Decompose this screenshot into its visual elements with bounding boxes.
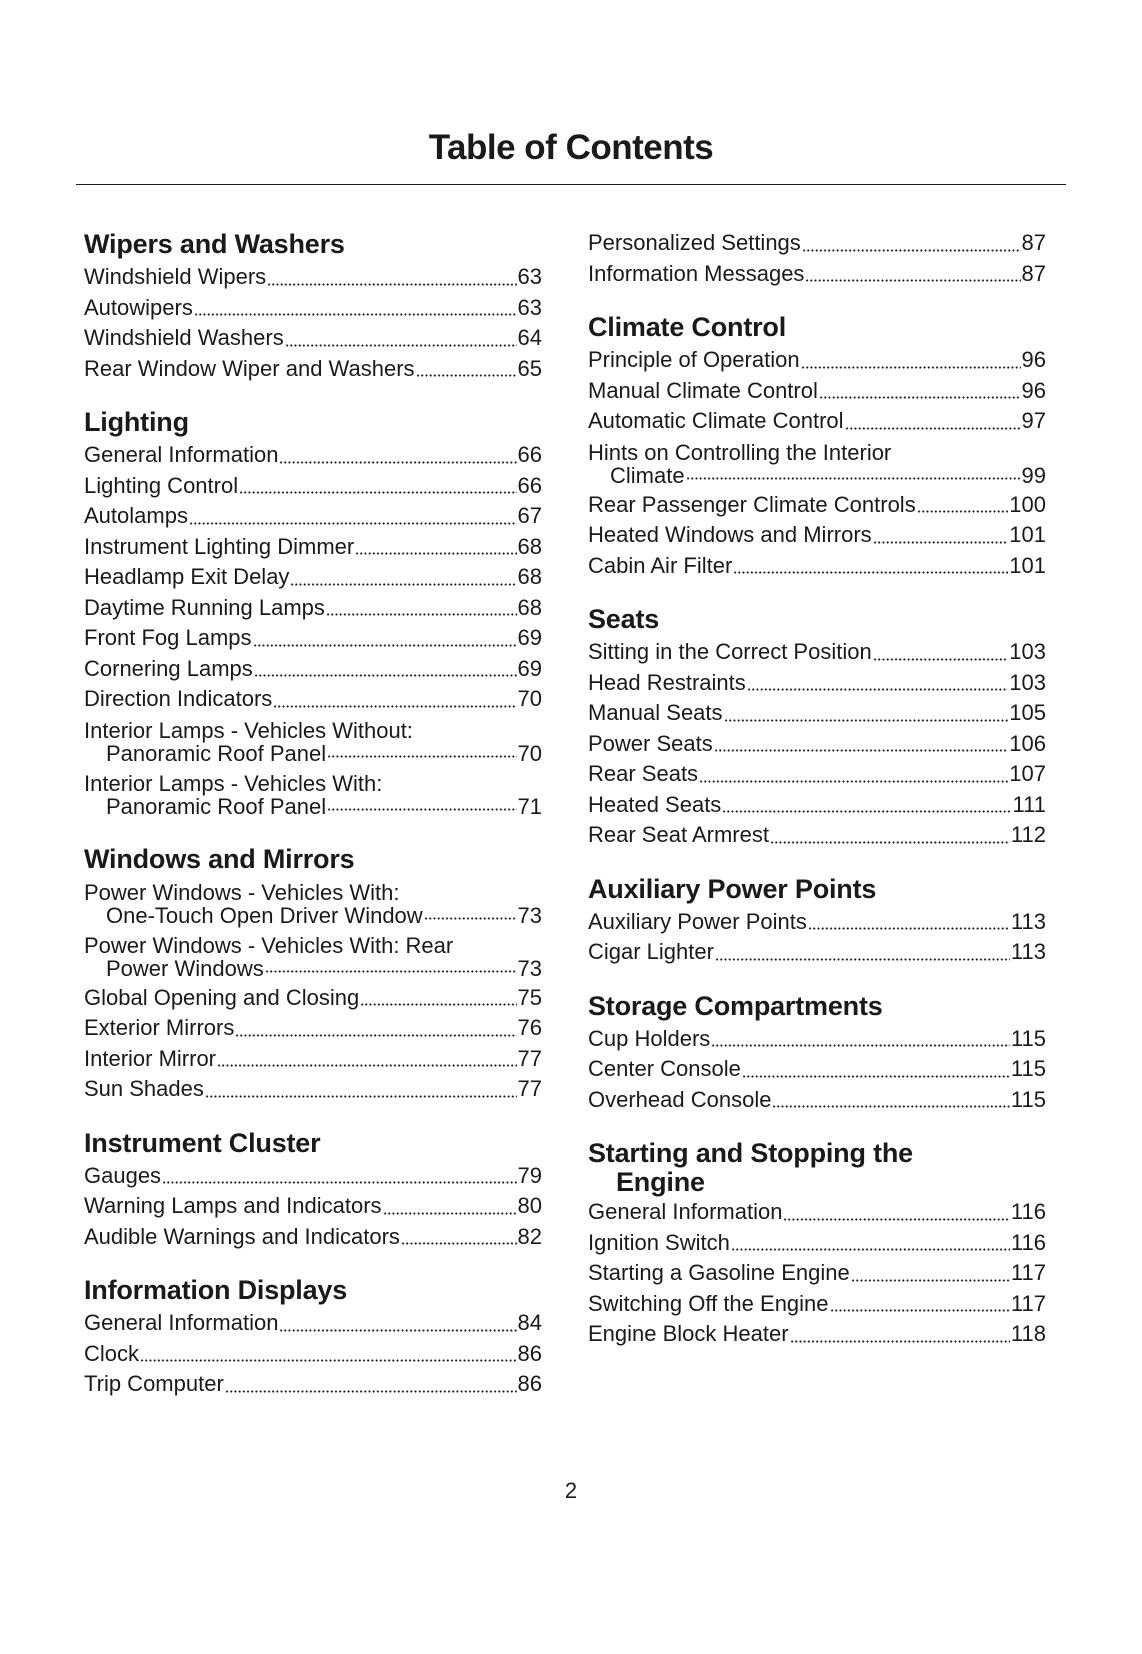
toc-entry-title: Sitting in the Correct Position <box>588 639 872 664</box>
section-heading: Instrument Cluster <box>84 1127 321 1158</box>
toc-entry-title: Cigar Lighter <box>588 939 714 964</box>
toc-entry-page: 97 <box>1021 408 1046 433</box>
section-heading: Auxiliary Power Points <box>588 873 877 904</box>
dot-leader <box>699 780 1008 783</box>
toc-section-lighting <box>84 406 542 821</box>
toc-entry-page: 66 <box>517 442 542 467</box>
section-heading: Information Displays <box>84 1275 348 1305</box>
dot-leader <box>783 1218 1009 1221</box>
toc-entry-title-line2: Climate <box>610 462 685 488</box>
toc-entry-title: Windshield Wipers <box>84 264 267 289</box>
toc-entry-title: Autolamps <box>84 503 188 528</box>
dot-leader <box>851 1279 1010 1282</box>
dot-leader <box>235 1034 516 1037</box>
toc-section-seats <box>588 603 1046 851</box>
toc-entry[interactable] <box>84 1044 542 1075</box>
toc-entry-title: Overhead Console <box>588 1086 772 1112</box>
toc-entry[interactable] <box>84 715 542 768</box>
dot-leader <box>801 366 1021 369</box>
toc-entry-title: Autowipers <box>84 294 193 320</box>
dot-leader <box>267 283 516 286</box>
toc-entry[interactable] <box>588 345 1046 376</box>
toc-entry-title-line2: One-Touch Open Driver Window <box>106 902 423 928</box>
toc-entry-page: 113 <box>1010 939 1046 964</box>
toc-entry-title: Auxiliary Power Points <box>588 908 807 934</box>
toc-entry-page: 71 <box>517 793 542 819</box>
toc-entry-title: Instrument Lighting Dimmer <box>84 533 355 559</box>
toc-entry-page: 69 <box>517 655 542 681</box>
section-heading: Storage Compartments <box>588 990 883 1021</box>
toc-entry-title: Ignition Switch <box>588 1229 730 1255</box>
dot-leader <box>162 1181 516 1184</box>
toc-entry-page: 73 <box>517 902 542 928</box>
toc-entry-title: Audible Warnings and Indicators <box>84 1223 400 1249</box>
toc-entry-page: 67 <box>517 503 542 528</box>
toc-entry-page: 96 <box>1021 347 1046 372</box>
dot-leader <box>225 1390 517 1393</box>
dot-leader <box>686 477 1021 480</box>
toc-entry-title: Rear Passenger Climate Controls <box>588 491 916 517</box>
toc-entry[interactable] <box>84 930 542 983</box>
toc-entry-page: 87 <box>1021 230 1046 255</box>
toc-entry-page: 77 <box>517 1045 542 1071</box>
toc-section-windows-and-mirrors <box>84 843 542 1105</box>
toc-entry[interactable] <box>588 820 1046 851</box>
toc-entry-page: 112 <box>1010 822 1046 847</box>
dot-leader <box>714 749 1009 752</box>
dot-leader <box>770 841 1010 844</box>
page-number: 2 <box>564 1478 578 1503</box>
toc-entry-title: Personalized Settings <box>588 230 801 255</box>
toc-entry-page: 66 <box>517 472 542 498</box>
toc-entry-title: Interior Mirror <box>84 1045 217 1071</box>
toc-entry-title-line1: Power Windows - Vehicles With: Rear <box>84 932 454 958</box>
toc-entry-page: 87 <box>1021 260 1046 286</box>
toc-entry-page: 100 <box>1009 491 1046 517</box>
toc-section-starting-and-stopping <box>588 1137 1046 1350</box>
toc-entry-page: 68 <box>517 533 542 559</box>
dot-leader <box>279 1329 516 1332</box>
toc-entry-page: 79 <box>517 1162 542 1188</box>
toc-entry-title: Cabin Air Filter <box>588 552 733 578</box>
dot-leader <box>733 571 1008 574</box>
dot-leader <box>724 719 1009 722</box>
toc-entry[interactable] <box>84 1074 542 1105</box>
dot-leader <box>805 279 1020 282</box>
toc-entry[interactable] <box>588 259 1046 290</box>
toc-entry-title: Warning Lamps and Indicators <box>84 1193 382 1218</box>
toc-entry-title-line1: Interior Lamps - Vehicles With: <box>84 770 383 796</box>
toc-entry-title: General Information <box>588 1199 783 1224</box>
dot-leader <box>711 1044 1010 1047</box>
toc-entry-page: 75 <box>517 984 542 1010</box>
dot-leader <box>808 927 1010 930</box>
dot-leader <box>360 1003 516 1006</box>
toc-entry-title: Switching Off the Engine <box>588 1290 829 1316</box>
toc-entry-title: Power Seats <box>588 730 713 756</box>
toc-entry-title: Heated Seats <box>588 791 722 817</box>
toc-entry-page: 69 <box>517 625 542 650</box>
toc-entry[interactable] <box>84 471 542 502</box>
toc-entry[interactable] <box>84 768 542 821</box>
toc-entry[interactable] <box>588 729 1046 760</box>
toc-entry-page: 115 <box>1010 1025 1046 1051</box>
dot-leader <box>189 522 517 525</box>
toc-entry-page: 99 <box>1021 462 1046 488</box>
toc-entry[interactable] <box>588 228 1046 259</box>
section-heading: Wipers and Washers <box>84 229 345 259</box>
toc-entry-title: Rear Seats <box>588 761 699 786</box>
toc-entry-title: Automatic Climate Control <box>588 408 844 433</box>
toc-entry-page: 101 <box>1009 522 1046 547</box>
toc-entry-page: 106 <box>1009 730 1046 756</box>
toc-entry-page: 63 <box>517 264 542 289</box>
dot-leader <box>327 808 516 811</box>
dot-leader <box>731 1248 1010 1251</box>
toc-entry[interactable] <box>588 698 1046 729</box>
toc-entry[interactable] <box>84 532 542 563</box>
toc-entry-page: 84 <box>517 1310 542 1335</box>
toc-entry[interactable] <box>588 637 1046 668</box>
toc-entry-page: 70 <box>517 740 542 766</box>
toc-entry[interactable] <box>588 937 1046 968</box>
toc-entry-title: Cornering Lamps <box>84 655 253 681</box>
toc-entry[interactable] <box>588 1228 1046 1259</box>
toc-entry[interactable] <box>588 1289 1046 1320</box>
toc-entry-page: 86 <box>517 1371 542 1396</box>
toc-entry-title-line2: Panoramic Roof Panel <box>106 740 327 766</box>
toc-entry-title: Windshield Washers <box>84 325 284 350</box>
toc-entry-title: Center Console <box>588 1056 741 1081</box>
toc-entry-page: 82 <box>517 1223 542 1249</box>
toc-entry-title: Rear Seat Armrest <box>588 822 769 847</box>
toc-right-column <box>588 228 1046 1372</box>
toc-entry[interactable] <box>84 323 542 354</box>
toc-entry[interactable] <box>84 1191 542 1222</box>
toc-section-auxiliary-power-points <box>588 873 1046 968</box>
toc-entry-page: 115 <box>1010 1056 1046 1081</box>
toc-entry[interactable] <box>84 501 542 532</box>
toc-entry[interactable] <box>84 593 542 624</box>
toc-entry-page: 117 <box>1010 1290 1046 1316</box>
toc-entry-title: Starting a Gasoline Engine <box>588 1260 850 1285</box>
title-divider <box>76 184 1066 185</box>
toc-entry[interactable] <box>84 293 542 324</box>
toc-entry-title: Heated Windows and Mirrors <box>588 522 872 547</box>
toc-entry-title: Principle of Operation <box>588 347 800 372</box>
dot-leader <box>326 613 517 616</box>
dot-leader <box>290 583 516 586</box>
dot-leader <box>416 374 517 377</box>
toc-entry[interactable] <box>588 668 1046 699</box>
toc-entry[interactable] <box>84 623 542 654</box>
toc-entry[interactable] <box>84 1013 542 1044</box>
toc-entry-page: 101 <box>1009 552 1046 578</box>
toc-entry-page: 77 <box>517 1076 542 1101</box>
toc-entry[interactable] <box>588 1054 1046 1085</box>
toc-entry-page: 113 <box>1010 908 1046 934</box>
dot-leader <box>830 1309 1010 1312</box>
dot-leader <box>917 510 1009 513</box>
toc-entry[interactable] <box>84 440 542 471</box>
toc-entry-title-line1: Interior Lamps - Vehicles Without: <box>84 717 413 743</box>
toc-entry[interactable] <box>588 437 1046 490</box>
toc-entry-page: 105 <box>1009 700 1046 725</box>
toc-entry-title: Cup Holders <box>588 1025 711 1051</box>
toc-section-wipers-and-washers <box>84 228 542 384</box>
dot-leader <box>239 491 516 494</box>
toc-entry-page: 76 <box>517 1015 542 1040</box>
dot-leader <box>194 313 517 316</box>
toc-entry-page: 111 <box>1012 791 1046 817</box>
dot-leader <box>355 552 516 555</box>
dot-leader <box>285 344 517 347</box>
toc-entry[interactable] <box>588 376 1046 407</box>
dot-leader <box>873 658 1009 661</box>
toc-entry-page: 116 <box>1010 1199 1046 1224</box>
toc-entry[interactable] <box>84 1222 542 1253</box>
toc-entry-title: Front Fog Lamps <box>84 625 252 650</box>
toc-entry[interactable] <box>588 1197 1046 1228</box>
toc-entry[interactable] <box>588 790 1046 821</box>
toc-entry-title-line1: Hints on Controlling the Interior <box>588 439 892 465</box>
toc-entry-title: General Information <box>84 1310 279 1335</box>
page-title: Table of Contents <box>428 128 714 167</box>
toc-entry[interactable] <box>588 907 1046 938</box>
dot-leader <box>424 917 517 920</box>
toc-entry-page: 64 <box>517 325 542 350</box>
dot-leader <box>254 674 517 677</box>
toc-entry-title: Head Restraints <box>588 669 746 695</box>
section-heading <box>588 1137 1046 1195</box>
dot-leader <box>790 1340 1010 1343</box>
dot-leader <box>217 1064 517 1067</box>
dot-leader <box>845 427 1021 430</box>
toc-entry[interactable] <box>84 562 542 593</box>
toc-entry-title-line2: Panoramic Roof Panel <box>106 793 327 819</box>
toc-entry-page: 96 <box>1021 377 1046 403</box>
toc-entry-title: Headlamp Exit Delay <box>84 564 290 589</box>
dot-leader <box>772 1105 1009 1108</box>
dot-leader <box>327 755 516 758</box>
dot-leader <box>742 1075 1010 1078</box>
toc-entry-title: Manual Seats <box>588 700 723 725</box>
toc-entry-page: 68 <box>517 564 542 589</box>
toc-entry-title: Engine Block Heater <box>588 1321 789 1346</box>
section-heading: Lighting <box>84 407 189 437</box>
dot-leader <box>273 705 516 708</box>
section-heading: Windows and Mirrors <box>84 843 355 874</box>
toc-entry-page: 65 <box>517 355 542 381</box>
dot-leader <box>747 688 1009 691</box>
toc-entry-page: 103 <box>1009 639 1046 664</box>
dot-leader <box>279 461 516 464</box>
toc-section-storage-compartments <box>588 990 1046 1116</box>
toc-entry-page: 68 <box>517 594 542 620</box>
toc-entry[interactable] <box>588 406 1046 437</box>
dot-leader <box>873 541 1009 544</box>
toc-entry[interactable] <box>588 1085 1046 1116</box>
toc-entry[interactable] <box>84 1308 542 1339</box>
toc-left-column <box>84 228 542 1422</box>
toc-entry-page: 117 <box>1010 1260 1046 1285</box>
toc-entry-title-line2: Power Windows <box>106 955 264 981</box>
dot-leader <box>253 644 517 647</box>
toc-entry-title: Global Opening and Closing <box>84 984 360 1010</box>
section-heading: Climate Control <box>588 312 787 342</box>
dot-leader <box>205 1095 517 1098</box>
toc-entry[interactable] <box>588 551 1046 582</box>
toc-entry-title: General Information <box>84 442 279 467</box>
toc-entry-title-line1: Power Windows - Vehicles With: <box>84 879 400 905</box>
toc-entry-title: Clock <box>84 1340 140 1366</box>
section-heading-line1: Starting and Stopping the <box>588 1138 913 1168</box>
toc-entry[interactable] <box>588 1024 1046 1055</box>
toc-entry-page: 103 <box>1009 669 1046 695</box>
toc-entry[interactable] <box>84 684 542 715</box>
toc-entry-page: 73 <box>517 955 542 981</box>
toc-section-continued <box>588 228 1046 289</box>
toc-entry-page: 118 <box>1010 1321 1046 1346</box>
toc-entry[interactable] <box>588 759 1046 790</box>
toc-entry-title: Sun Shades <box>84 1076 204 1101</box>
toc-entry-title: Rear Window Wiper and Washers <box>84 355 415 381</box>
toc-entry[interactable] <box>588 520 1046 551</box>
toc-section-climate-control <box>588 311 1046 581</box>
dot-leader <box>383 1212 517 1215</box>
toc-entry-page: 115 <box>1010 1086 1046 1112</box>
toc-entry[interactable] <box>84 1369 542 1400</box>
dot-leader <box>819 396 1021 399</box>
toc-entry[interactable] <box>84 262 542 293</box>
toc-entry-title: Gauges <box>84 1162 162 1188</box>
toc-entry[interactable] <box>588 490 1046 521</box>
dot-leader <box>401 1242 517 1245</box>
toc-entry[interactable] <box>588 1319 1046 1350</box>
toc-entry[interactable] <box>84 983 542 1014</box>
toc-section-instrument-cluster <box>84 1127 542 1253</box>
toc-entry[interactable] <box>84 877 542 930</box>
toc-entry-title: Trip Computer <box>84 1371 224 1396</box>
toc-entry-title: Lighting Control <box>84 472 239 498</box>
toc-entry-page: 116 <box>1010 1229 1046 1255</box>
toc-entry-page: 86 <box>517 1340 542 1366</box>
dot-leader <box>140 1359 517 1362</box>
toc-entry[interactable] <box>84 1161 542 1192</box>
toc-entry-title: Direction Indicators <box>84 686 273 711</box>
dot-leader <box>802 249 1021 252</box>
toc-entry[interactable] <box>84 654 542 685</box>
toc-entry-page: 107 <box>1009 761 1046 786</box>
toc-entry[interactable] <box>84 354 542 385</box>
toc-entry-title: Manual Climate Control <box>588 377 818 403</box>
toc-entry-title: Daytime Running Lamps <box>84 594 325 620</box>
dot-leader <box>715 958 1010 961</box>
toc-entry[interactable] <box>84 1339 542 1370</box>
section-heading: Seats <box>588 604 660 634</box>
dot-leader <box>265 970 517 973</box>
toc-entry[interactable] <box>588 1258 1046 1289</box>
toc-entry-title: Information Messages <box>588 260 805 286</box>
toc-entry-page: 63 <box>517 294 542 320</box>
toc-entry-page: 70 <box>517 686 542 711</box>
toc-section-information-displays <box>84 1274 542 1400</box>
dot-leader <box>722 810 1011 813</box>
toc-entry-page: 80 <box>517 1193 542 1218</box>
section-heading-line2: Engine <box>616 1167 705 1197</box>
toc-entry-title: Exterior Mirrors <box>84 1015 235 1040</box>
